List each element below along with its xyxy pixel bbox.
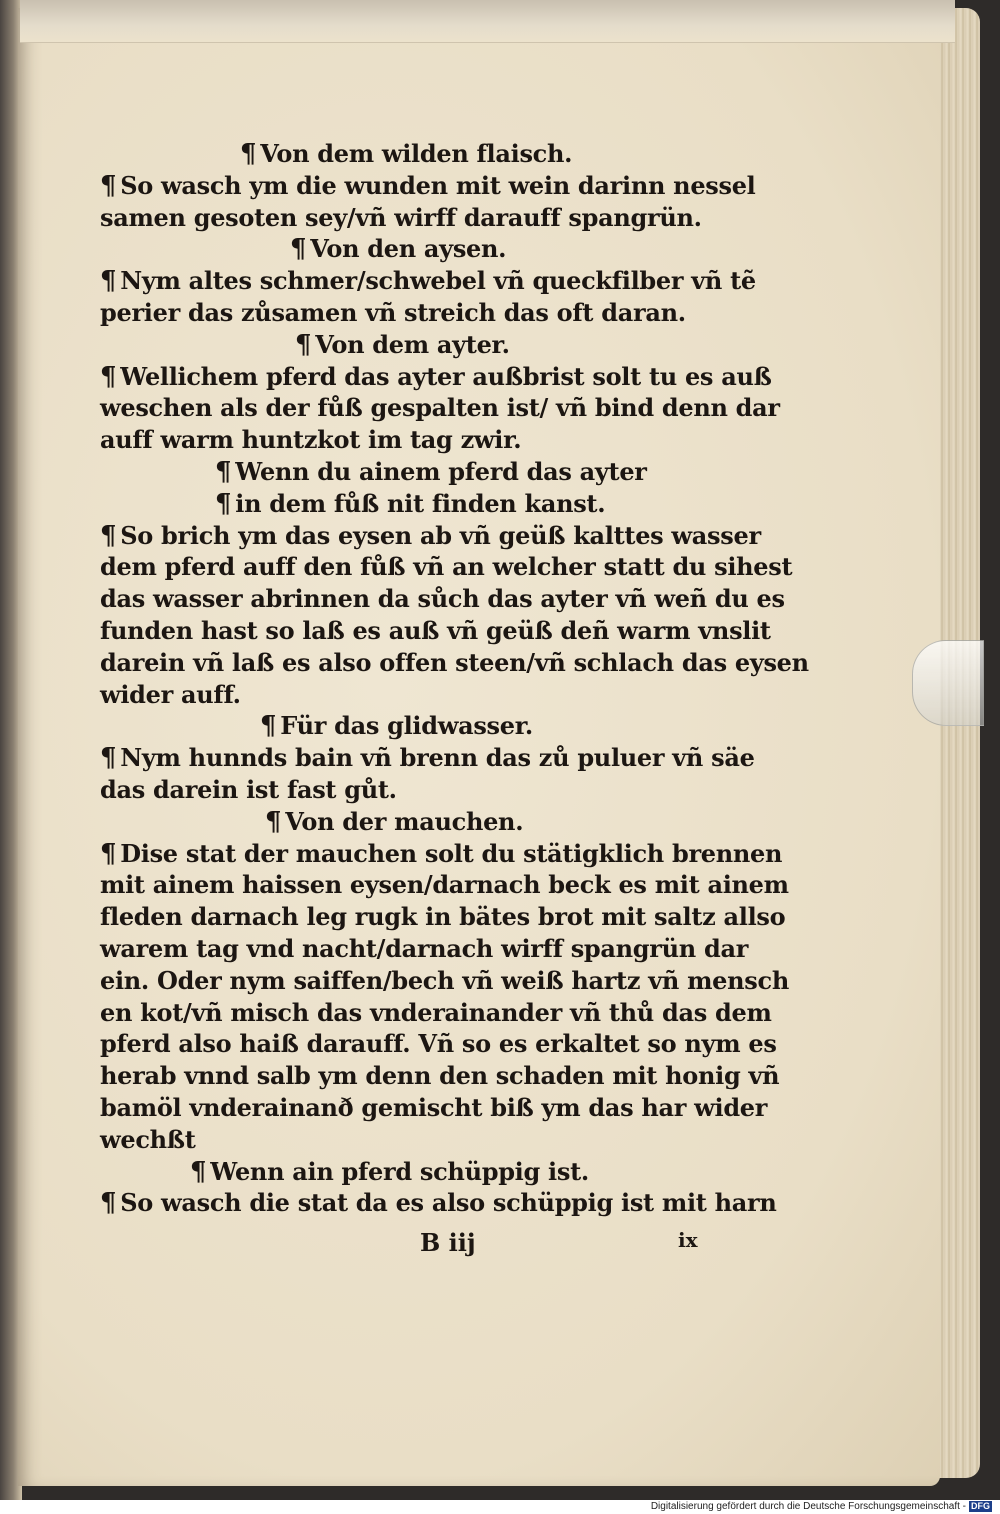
text-line [100,265,800,297]
paragraph-mark-icon: ¶ [190,1156,207,1187]
line-text: So wasch die stat da es also schüppig ist mit harn [120,1188,777,1218]
section-heading [100,806,800,838]
paragraph-mark-icon: ¶ [100,520,117,551]
paragraph-mark-icon: ¶ [265,806,282,837]
line-text: en kot/vñ misch das vnderainander vñ thů das dem [100,997,772,1027]
text-line [100,202,800,234]
line-text: samen gesoten sey/vñ wirff darauff spangrün. [100,202,702,232]
dfg-logo: DFG [971,1501,990,1511]
paragraph-mark-icon: ¶ [215,488,232,519]
line-text: auff warm huntzkot im tag zwir. [100,425,522,455]
text-line [100,838,800,870]
paragraph-mark-icon: ¶ [100,361,117,392]
text-line [100,1187,800,1219]
line-text: wider auff. [100,679,241,709]
paragraph-mark-icon: ¶ [100,838,117,869]
line-text: Nym altes schmer/schwebel vñ queckfilber vñ tẽ [120,266,756,296]
text-line [100,615,800,647]
text-line [100,583,800,615]
text-line [100,742,800,774]
text-line [100,901,800,933]
paragraph-mark-icon: ¶ [290,234,307,265]
page-clip [912,640,984,726]
printed-text-block [100,138,809,1219]
text-line [100,1028,800,1060]
line-text: funden hast so laß es auß vñ geüß deñ warm vnslit [100,615,771,645]
line-text: Dise stat der mauchen solt du stätigklich brennen [120,838,783,868]
section-heading [100,138,800,170]
paragraph-mark-icon: ¶ [100,1188,117,1219]
paragraph-mark-icon: ¶ [100,743,117,774]
funding-credit [651,1500,992,1514]
line-text: Für das glidwasser. [280,711,533,741]
text-line [100,965,800,997]
text-line [100,297,800,329]
page-footer [420,1228,720,1262]
text-line [100,1060,800,1092]
line-text: herab vnnd salb ym denn den schaden mit honig vñ [100,1061,780,1091]
line-text: darein vñ laß es also offen steen/vñ schlach das eysen [100,647,809,677]
credit-text: Digitalisierung gefördert durch die Deutsche Forschungsgemeinschaft - [650,1501,966,1512]
section-heading [100,456,800,488]
line-text: das wasser abrinnen da sůch das ayter vñ weñ du es [100,584,785,614]
line-text: wechßt [100,1124,196,1154]
section-heading [100,329,800,361]
paragraph-mark-icon: ¶ [100,170,117,201]
section-heading [100,1156,800,1188]
line-text: So brich ym das eysen ab vñ geüß kalttes wasser [120,520,761,550]
folio-number: ix [678,1228,698,1252]
line-text: bamöl vnderainanð gemischt biß ym das har wider [100,1092,768,1122]
paragraph-mark-icon: ¶ [100,266,117,297]
line-text: Von den aysen. [310,234,507,264]
text-line [100,1124,800,1156]
text-line [100,170,800,202]
text-line [100,997,800,1029]
line-text: perier das zůsamen vñ streich das oft daran. [100,297,686,327]
line-text: warem tag vnd nacht/darnach wirff spangrün dar [100,933,749,963]
line-text: Nym hunnds bain vñ brenn das zů puluer vñ säe [120,743,755,773]
line-text: Wellichem pferd das ayter außbrist solt tu es auß [120,361,772,391]
top-page-band [20,0,955,43]
line-text: in dem fůß nit finden kanst. [235,488,606,518]
line-text: Wenn ain pferd schüppig ist. [210,1156,589,1186]
line-text: das darein ist fast gůt. [100,774,397,804]
line-text: Von dem ayter. [315,329,510,359]
line-text: fleden darnach leg rugk in bätes brot mit saltz allso [100,902,786,932]
section-heading [100,233,800,265]
text-line [100,1092,800,1124]
line-text: Von der mauchen. [285,806,524,836]
paragraph-mark-icon: ¶ [240,139,257,169]
line-text: weschen als der fůß gespalten ist/ vñ bind denn dar [100,393,780,423]
text-line [100,679,800,711]
text-line [100,520,800,552]
text-line [100,392,800,424]
line-text: So wasch ym die wunden mit wein darinn nessel [120,170,756,200]
line-text: mit ainem haissen eysen/darnach beck es mit ainem [100,870,789,900]
text-line [100,551,800,583]
text-line [100,647,809,679]
section-heading [100,710,800,742]
signature-mark: B iij [420,1228,476,1257]
line-text: pferd also haiß darauff. Vñ so es erkaltet so nym es [100,1029,777,1059]
text-line [100,933,800,965]
text-line [100,424,800,456]
text-line [100,774,800,806]
line-text: Von dem wilden flaisch. [260,139,573,168]
paragraph-mark-icon: ¶ [260,711,277,742]
line-text: Wenn du ainem pferd das ayter [235,456,647,486]
section-heading [100,488,800,520]
line-text: dem pferd auff den fůß vñ an welcher statt du sihest [100,552,793,582]
text-line [100,869,800,901]
paragraph-mark-icon: ¶ [295,329,312,360]
text-line [100,361,800,393]
paragraph-mark-icon: ¶ [215,456,232,487]
line-text: ein. Oder nym saiffen/bech vñ weiß hartz vñ mensch [100,965,789,995]
